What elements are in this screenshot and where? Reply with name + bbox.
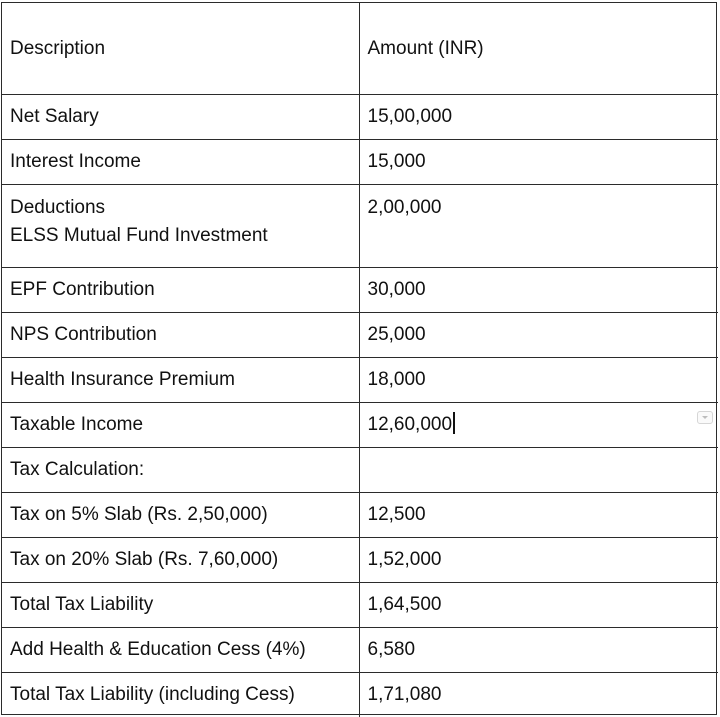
amount-cell[interactable]: 12,500: [359, 493, 718, 538]
table-row: [2, 95, 718, 140]
description-cell[interactable]: Tax Calculation:: [2, 448, 359, 493]
amount-cell[interactable]: 18,000: [359, 358, 718, 403]
description-cell[interactable]: Add Health & Education Cess (4%): [2, 628, 359, 673]
table-row: [2, 185, 718, 268]
text-cursor: [453, 412, 455, 434]
table-row: [2, 140, 718, 185]
amount-cell[interactable]: 6,580: [359, 628, 718, 673]
tax-calculation-table: [2, 3, 718, 717]
description-cell[interactable]: Health Insurance Premium: [2, 358, 359, 403]
table-row: [2, 493, 718, 538]
description-cell[interactable]: EPF Contribution: [2, 268, 359, 313]
amount-cell[interactable]: 1,64,500: [359, 583, 718, 628]
description-line: Deductions: [10, 197, 106, 218]
table-row: [2, 583, 718, 628]
description-cell[interactable]: Total Tax Liability: [2, 583, 359, 628]
description-cell[interactable]: Tax on 20% Slab (Rs. 7,60,000): [2, 538, 359, 583]
description-cell[interactable]: [2, 185, 359, 268]
table-row: [2, 448, 718, 493]
description-cell[interactable]: NPS Contribution: [2, 313, 359, 358]
description-cell[interactable]: Total Tax Liability (including Cess): [2, 673, 359, 717]
amount-cell[interactable]: 2,00,000: [359, 185, 718, 268]
description-cell[interactable]: Taxable Income: [2, 403, 359, 448]
amount-cell[interactable]: 25,000: [359, 313, 718, 358]
chevron-down-icon[interactable]: [697, 411, 713, 424]
description-line: ELSS Mutual Fund Investment: [10, 225, 268, 246]
amount-cell[interactable]: 1,52,000: [359, 538, 718, 583]
description-cell[interactable]: Interest Income: [2, 140, 359, 185]
description-cell[interactable]: Tax on 5% Slab (Rs. 2,50,000): [2, 493, 359, 538]
amount-cell[interactable]: 30,000: [359, 268, 718, 313]
header-row: [2, 3, 718, 95]
table-row: [2, 268, 718, 313]
column-header-amount[interactable]: Amount (INR): [359, 3, 718, 95]
table-row: [2, 403, 718, 448]
amount-cell[interactable]: 1,71,080: [359, 673, 718, 717]
description-cell[interactable]: Net Salary: [2, 95, 359, 140]
table-row: [2, 673, 718, 717]
amount-cell-active[interactable]: [359, 403, 718, 448]
table-row: [2, 538, 718, 583]
table-row: [2, 358, 718, 403]
amount-value: 12,60,000: [367, 414, 453, 435]
table-row: [2, 313, 718, 358]
spreadsheet-table-container: [1, 2, 717, 715]
amount-cell[interactable]: 15,00,000: [359, 95, 718, 140]
amount-cell[interactable]: [359, 448, 718, 493]
column-header-description[interactable]: Description: [2, 3, 359, 95]
table-row: [2, 628, 718, 673]
amount-cell[interactable]: 15,000: [359, 140, 718, 185]
